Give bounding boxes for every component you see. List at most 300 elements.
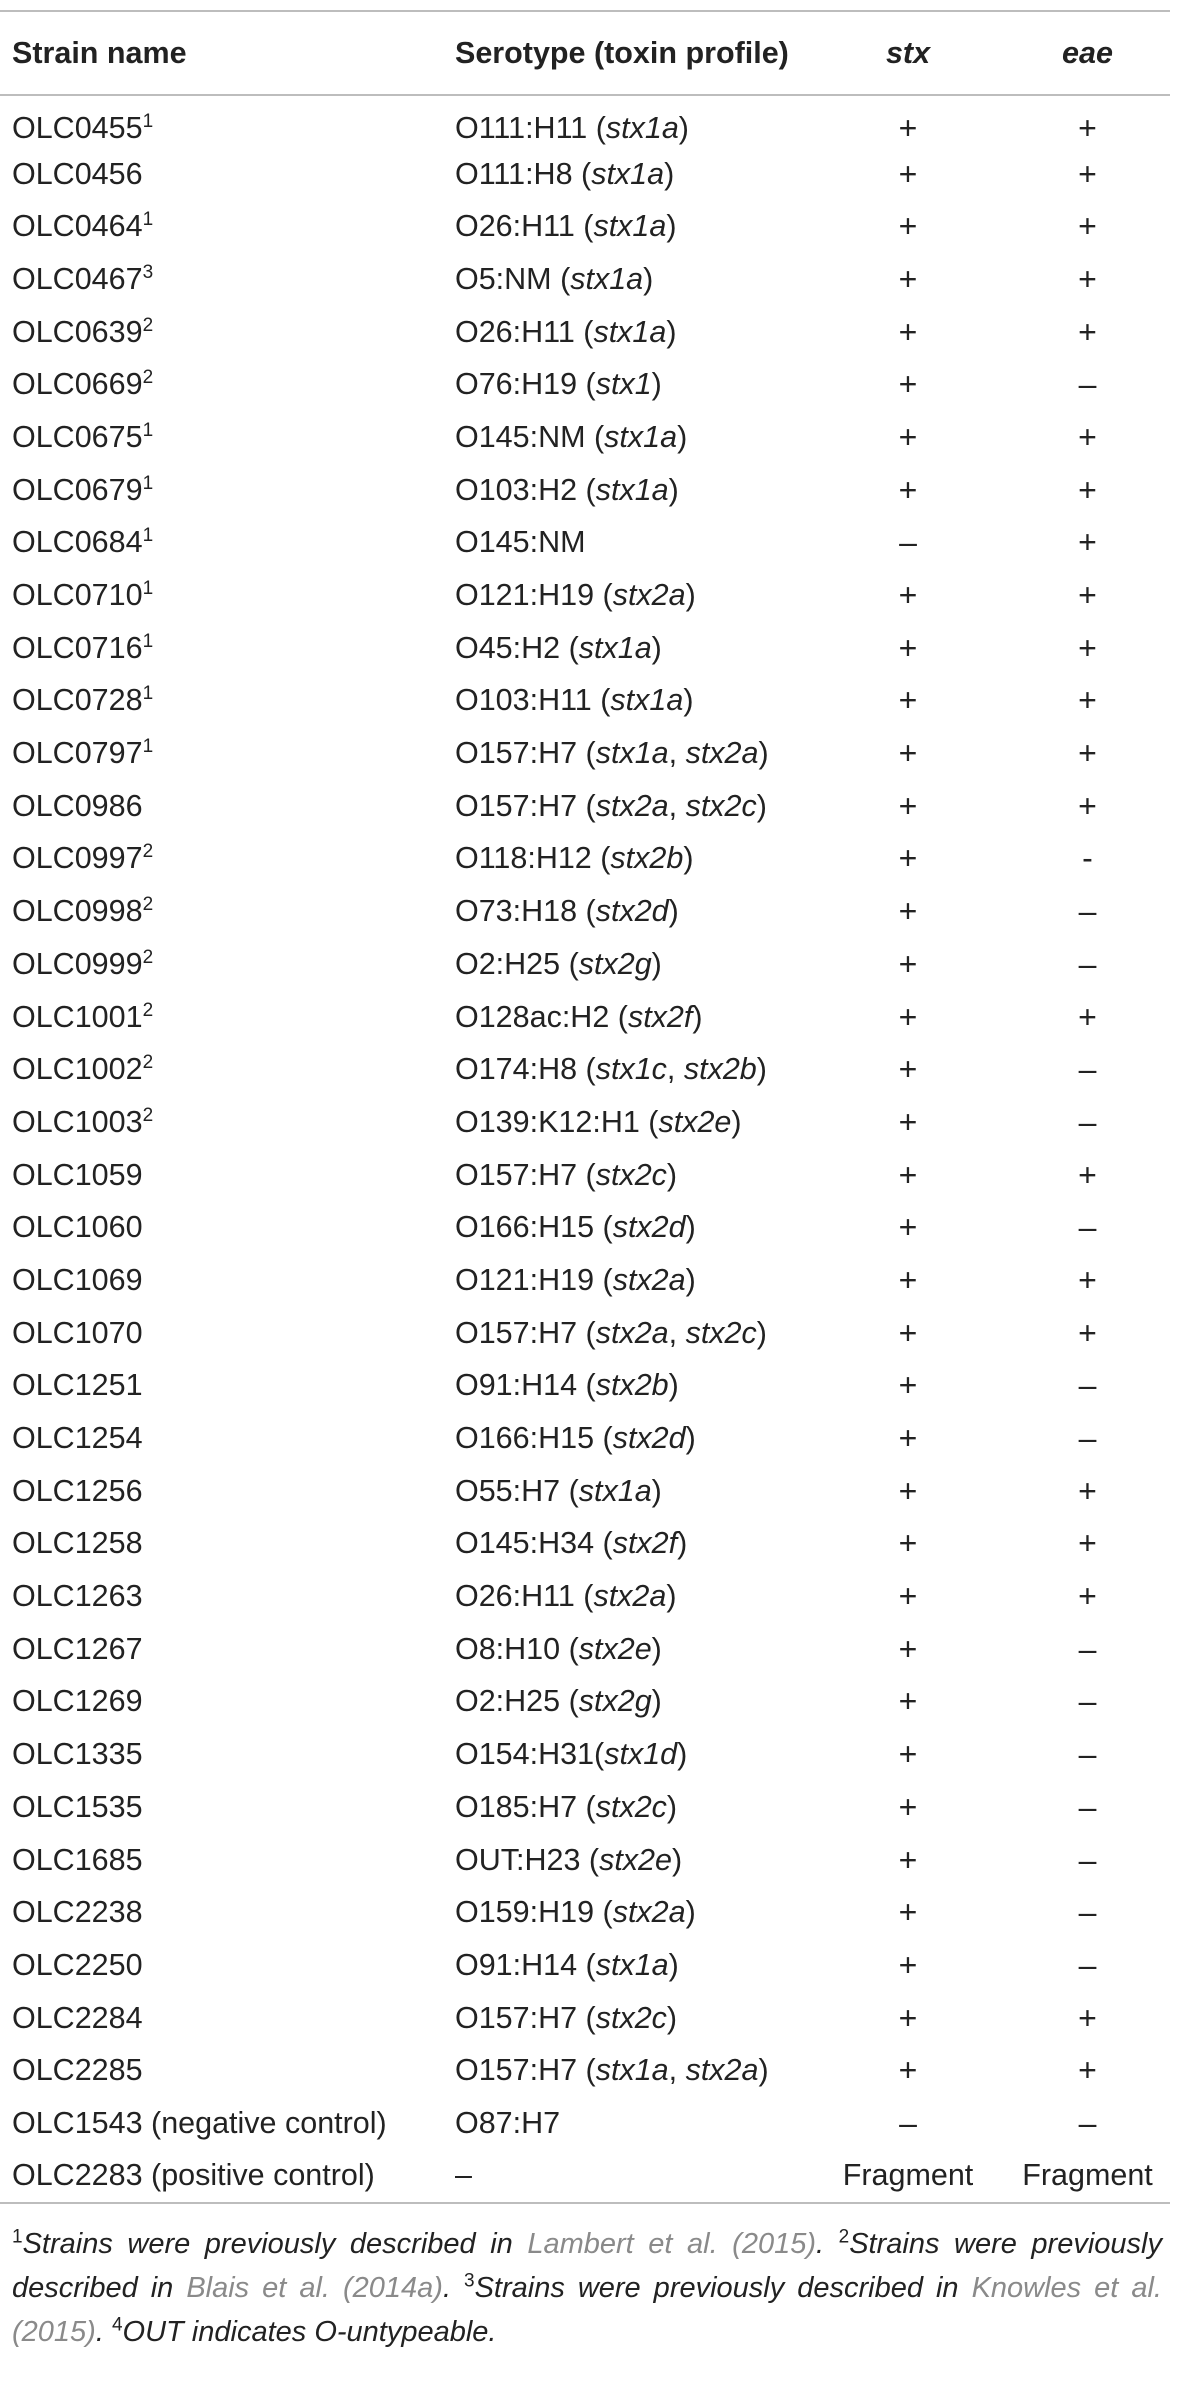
stx-cell: + [898,1314,918,1351]
strain-name-cell [0,411,443,464]
footnote-marker: 1 [142,735,154,757]
table-row [0,1728,1170,1781]
stx-cell: + [898,1261,918,1298]
strain-name-cell [0,1570,443,1623]
strain-name: OLC1003 [12,1104,143,1139]
serotype: O55:H7 [455,1473,561,1508]
footnote-marker: 2 [142,367,154,389]
strain-name: OLC1535 [12,1789,143,1824]
header-serotype: Serotype (toxin profile) [443,11,811,95]
serotype: O76:H19 [455,367,578,402]
strain-name-cell [0,1939,443,1992]
toxin-gene: stx1a [578,630,652,665]
stx-cell: + [898,1420,918,1457]
serotype-cell: O157:H7 (stx1a, stx2a) [455,736,769,771]
toxin-gene: stx2a [612,1262,686,1297]
serotype-cell: O111:H11 (stx1a) [455,111,689,146]
eae-cell: + [1078,471,1097,508]
strain-name: OLC1059 [12,1157,143,1192]
serotype: – [455,2158,472,2193]
citation-link[interactable]: Knowles et al. (2015) [12,2272,1162,2348]
strain-name: OLC2250 [12,1947,143,1982]
strain-name: OLC0456 [12,156,143,191]
toxin-gene: stx2b [610,841,684,876]
table-row [0,1149,1170,1202]
serotype: O111:H11 [455,111,588,146]
toxin-gene: stx2d [595,894,669,929]
strain-name-cell [0,148,443,201]
stx-cell: + [898,418,918,455]
strain-name: OLC0997 [12,841,143,876]
toxin-gene: stx1a [570,261,644,296]
footnote-text: OUT indicates O-untypeable. [122,2316,497,2348]
stx-cell: + [898,1525,918,1562]
toxin-gene: stx1d [604,1737,678,1772]
stx-cell: + [898,2052,918,2089]
strain-name-cell [0,1623,443,1676]
table-row [0,1781,1170,1834]
stx-cell: + [898,1472,918,1509]
eae-cell: – [1078,1683,1097,1720]
strain-name: OLC2285 [12,2053,143,2088]
serotype-cell: O103:H2 (stx1a) [455,472,679,507]
strain-name: OLC1543 (negative control) [12,2105,387,2140]
serotype-cell: O91:H14 (stx1a) [455,1947,679,1982]
toxin-gene: stx2d [612,1421,686,1456]
eae-cell: + [1078,2052,1097,2089]
stx-cell: + [898,1788,918,1825]
serotype: O26:H11 [455,314,575,349]
serotype-cell: O76:H19 (stx1) [455,367,662,402]
toxin-gene: stx2e [658,1104,732,1139]
toxin-gene: stx1a [610,683,684,718]
serotype: O111:H8 [455,156,573,191]
strain-name-cell [0,1518,443,1571]
serotype: O166:H15 [455,1421,595,1456]
serotype: O157:H7 [455,2000,578,2035]
stx-cell: + [898,1736,918,1773]
stx-cell: + [898,1051,918,1088]
strain-name: OLC0639 [12,314,143,349]
footnote-text: Strains were previously described in [12,2228,1162,2304]
strain-name-cell [0,464,443,517]
table-row [0,1623,1170,1676]
strain-name-cell [0,95,443,148]
footnote-punctuation: . [816,2228,839,2260]
toxin-gene: stx2g [578,946,652,981]
strain-name-cell [0,253,443,306]
eae-cell: + [1078,260,1097,297]
strain-name: OLC0455 [12,111,143,146]
eae-cell: + [1078,313,1097,350]
serotype-cell: O121:H19 (stx2a) [455,1262,696,1297]
table-footnote [12,2222,1162,2354]
toxin-gene: stx2c [595,1157,667,1192]
strain-name-cell [0,2097,443,2150]
footnote-marker: 2 [142,999,154,1021]
table-row [0,1570,1170,1623]
serotype: O145:NM [455,525,586,560]
footnote-marker: 1 [142,525,154,547]
eae-cell: Fragment [1005,2150,1170,2203]
serotype: O103:H2 [455,472,578,507]
strain-name-cell [0,517,443,570]
serotype: O91:H14 [455,1947,578,1982]
eae-cell: – [1078,1946,1097,1983]
footnote-text: Strains were previously described in [474,2272,972,2304]
strain-name: OLC1258 [12,1526,143,1561]
strain-name: OLC0467 [12,261,143,296]
stx-cell: + [898,893,918,930]
strain-name: OLC2283 (positive control) [12,2158,375,2193]
toxin-gene: stx1a [593,209,667,244]
eae-cell: + [1078,1156,1097,1193]
eae-cell: – [1078,893,1097,930]
strain-name: OLC1070 [12,1315,143,1350]
stx-cell: + [898,787,918,824]
strain-name-cell [0,1201,443,1254]
table-row [0,885,1170,938]
strain-name: OLC1269 [12,1684,143,1719]
strain-name-cell [0,1728,443,1781]
table-row [0,675,1170,728]
header-stx: stx [811,11,1005,95]
header-strain-name: Strain name [0,11,443,95]
toxin-gene: stx1a [595,2053,669,2088]
serotype: O154:H31 [455,1737,595,1772]
table-row [0,1307,1170,1360]
toxin-gene: stx2a [593,1579,667,1614]
eae-cell: – [1078,1209,1097,1246]
toxin-gene: stx2c [595,2000,667,2035]
footnote-number: 1 [12,2226,23,2248]
stx-cell: – [899,524,917,561]
footnote-number: 2 [838,2226,850,2248]
strain-name-cell [0,833,443,886]
header-eae: eae [1005,11,1170,95]
eae-cell: – [1078,1420,1097,1457]
serotype-cell: O157:H7 (stx2a, stx2c) [455,788,767,823]
serotype-cell: O103:H11 (stx1a) [455,683,694,718]
stx-cell: + [898,840,918,877]
strain-name-cell [0,727,443,780]
strain-table [0,10,1170,2204]
eae-cell: + [1078,1999,1097,2036]
toxin-gene: stx1 [595,367,652,402]
strain-name-cell [0,1676,443,1729]
table-row [0,1412,1170,1465]
serotype-cell: O145:H34 (stx2f) [455,1526,688,1561]
serotype: O8:H10 [455,1631,561,1666]
serotype-cell: O55:H7 (stx1a) [455,1473,662,1508]
serotype-cell: O2:H25 (stx2g) [455,1684,662,1719]
stx-cell: + [898,629,918,666]
strain-name-cell [0,1254,443,1307]
serotype-cell: O145:NM (stx1a) [455,419,688,454]
citation-link[interactable]: Lambert et al. (2015) [527,2228,817,2260]
serotype: O5:NM [455,261,552,296]
serotype-cell: O26:H11 (stx2a) [455,1579,677,1614]
table-row [0,306,1170,359]
eae-cell: – [1078,2104,1097,2141]
toxin-gene: stx2a [685,2053,759,2088]
stx-cell: + [898,998,918,1035]
table-row [0,1676,1170,1729]
table-row [0,148,1170,201]
serotype: O2:H25 [455,946,561,981]
table-row [0,1465,1170,1518]
eae-cell: - [1082,840,1093,877]
strain-name: OLC1060 [12,1210,143,1245]
eae-cell: + [1078,682,1097,719]
serotype-cell: O73:H18 (stx2d) [455,894,679,929]
table-row [0,1096,1170,1149]
toxin-gene: stx2a [595,788,669,823]
eae-cell: – [1078,945,1097,982]
serotype: O157:H7 [455,1315,578,1350]
stx-cell: + [898,1999,918,2036]
table-row [0,727,1170,780]
eae-cell: + [1078,418,1097,455]
eae-cell: – [1078,366,1097,403]
strain-name-cell [0,2044,443,2097]
footnote-marker: 1 [142,630,154,652]
toxin-gene: stx1a [591,156,665,191]
header-row [0,11,1170,95]
eae-cell: + [1078,524,1097,561]
strain-name-cell [0,200,443,253]
table-row [0,569,1170,622]
toxin-gene: stx2a [612,578,686,613]
serotype-cell [443,2150,811,2203]
footnote-marker: 1 [142,209,154,231]
eae-cell: + [1078,155,1097,192]
serotype-cell: O45:H2 (stx1a) [455,630,662,665]
toxin-gene: stx1a [578,1473,652,1508]
eae-cell: – [1078,1630,1097,1667]
footnote-marker: 2 [142,841,154,863]
table-row [0,1518,1170,1571]
stx-cell: + [898,1841,918,1878]
strain-name: OLC0684 [12,525,143,560]
serotype-cell: O157:H7 (stx1a, stx2a) [455,2053,769,2088]
table-row [0,1939,1170,1992]
stx-cell: + [898,1894,918,1931]
serotype-cell: O139:K12:H1 (stx2e) [455,1104,742,1139]
eae-cell: – [1078,1051,1097,1088]
eae-cell: + [1078,208,1097,245]
toxin-gene: stx2c [685,788,757,823]
stx-cell: + [898,735,918,772]
serotype-cell: O5:NM (stx1a) [455,261,654,296]
serotype: O103:H11 [455,683,592,718]
strain-name: OLC0679 [12,472,143,507]
eae-cell: + [1078,998,1097,1035]
eae-cell: – [1078,1841,1097,1878]
toxin-gene: stx1c [595,1052,667,1087]
serotype: O73:H18 [455,894,578,929]
strain-name-cell [0,885,443,938]
serotype: O145:NM [455,419,586,454]
strain-name-cell [0,1307,443,1360]
footnote-marker: 1 [142,683,154,705]
stx-cell: + [898,260,918,297]
strain-name-cell [0,780,443,833]
footnote-number: 3 [464,2270,475,2292]
strain-name-cell [0,1465,443,1518]
footnote-punctuation: . [95,2316,112,2348]
strain-name: OLC1002 [12,1052,143,1087]
eae-cell: – [1078,1103,1097,1140]
table-row [0,1201,1170,1254]
table-row [0,1043,1170,1096]
serotype: O118:H12 [455,841,592,876]
toxin-gene: stx2c [685,1315,757,1350]
table-row [0,200,1170,253]
serotype-cell: O157:H7 (stx2c) [455,2000,678,2035]
strain-name: OLC2238 [12,1895,143,1930]
footnote-marker: 1 [142,472,154,494]
toxin-gene: stx1a [595,1947,669,1982]
stx-cell: + [898,1946,918,1983]
serotype: O185:H7 [455,1789,578,1824]
serotype-cell: O91:H14 (stx2b) [455,1368,679,1403]
strain-name-cell [0,1043,443,1096]
serotype-cell: O157:H7 (stx2c) [455,1157,678,1192]
eae-cell: + [1078,1578,1097,1615]
serotype-cell: O174:H8 (stx1c, stx2b) [455,1052,767,1087]
strain-name-cell [0,2150,443,2203]
toxin-gene: stx2e [578,1631,652,1666]
serotype: O174:H8 [455,1052,578,1087]
serotype-cell: O159:H19 (stx2a) [455,1895,696,1930]
footnote-number: 4 [111,2314,123,2336]
strain-name-cell [0,358,443,411]
strain-name: OLC0986 [12,788,143,823]
eae-cell: + [1078,577,1097,614]
toxin-gene: stx2e [599,1842,672,1877]
toxin-gene: stx2d [612,1210,686,1245]
serotype: O159:H19 [455,1895,595,1930]
serotype: O166:H15 [455,1210,595,1245]
strain-name: OLC2284 [12,2000,143,2035]
serotype-cell: O128ac:H2 (stx2f) [455,999,703,1034]
table-row [0,1886,1170,1939]
serotype: O26:H11 [455,1579,575,1614]
table-row [0,2044,1170,2097]
strain-name: OLC1335 [12,1737,143,1772]
stx-cell: + [898,208,918,245]
strain-name-cell [0,1096,443,1149]
toxin-gene: stx2g [578,1684,652,1719]
serotype: O128ac:H2 [455,999,610,1034]
eae-cell: + [1078,735,1097,772]
serotype-cell: OUT:H23 (stx2e) [455,1842,683,1877]
table-row [0,938,1170,991]
toxin-gene: stx2c [595,1789,667,1824]
strain-name-cell [0,1886,443,1939]
eae-cell: – [1078,1367,1097,1404]
serotype-cell: O157:H7 (stx2a, stx2c) [455,1315,767,1350]
serotype: O145:H34 [455,1526,595,1561]
footnote-marker: 2 [142,946,154,968]
toxin-gene: stx1a [595,736,669,771]
strain-name: OLC0675 [12,419,143,454]
table-row [0,833,1170,886]
serotype-cell: O8:H10 (stx2e) [455,1631,662,1666]
footnote-marker: 2 [142,894,154,915]
footnote-marker: 1 [142,111,154,133]
stx-cell: + [898,1578,918,1615]
toxin-gene: stx2a [685,736,759,771]
strain-name: OLC0464 [12,209,143,244]
toxin-gene: stx2f [627,999,693,1034]
table-row [0,253,1170,306]
stx-cell: + [898,110,918,147]
footnote-marker: 1 [142,577,154,599]
table-row [0,991,1170,1044]
table-row [0,464,1170,517]
serotype-cell [443,517,811,570]
stx-cell: + [898,577,918,614]
toxin-gene: stx1a [595,472,669,507]
strain-name-cell [0,1834,443,1887]
stx-cell: + [898,1209,918,1246]
serotype-cell: O166:H15 (stx2d) [455,1210,696,1245]
stx-cell: + [898,1683,918,1720]
table-row [0,622,1170,675]
strain-name-cell [0,622,443,675]
strain-name-cell [0,306,443,359]
table-row [0,411,1170,464]
eae-cell: + [1078,1261,1097,1298]
strain-name: OLC1001 [12,999,143,1034]
eae-cell: + [1078,629,1097,666]
serotype: O26:H11 [455,209,575,244]
strain-name: OLC0728 [12,683,143,718]
strain-name-cell [0,1412,443,1465]
serotype: O139:K12:H1 [455,1104,640,1139]
strain-name: OLC0998 [12,894,143,929]
stx-cell: + [898,682,918,719]
stx-cell: + [898,945,918,982]
strain-name: OLC1267 [12,1631,143,1666]
stx-cell: + [898,1156,918,1193]
serotype-cell: O166:H15 (stx2d) [455,1421,696,1456]
stx-cell: + [898,366,918,403]
serotype: O121:H19 [455,1262,595,1297]
footnote-marker: 3 [142,261,154,283]
strain-name: OLC0669 [12,367,143,402]
table-row [0,780,1170,833]
eae-cell: + [1078,1314,1097,1351]
serotype: OUT:H23 [455,1842,581,1877]
serotype-cell: O118:H12 (stx2b) [455,841,694,876]
citation-link[interactable]: Blais et al. (2014a) [186,2272,443,2304]
toxin-gene: stx1a [593,314,667,349]
eae-cell: + [1078,110,1097,147]
table-row [0,1992,1170,2045]
toxin-gene: stx1a [605,111,679,146]
serotype-cell: O26:H11 (stx1a) [455,314,677,349]
toxin-gene: stx2a [612,1895,686,1930]
table-row [0,2097,1170,2150]
stx-cell: + [898,155,918,192]
table-row [0,2150,1170,2203]
stx-cell: – [899,2104,917,2141]
serotype-cell: O121:H19 (stx2a) [455,578,696,613]
serotype-cell: O2:H25 (stx2g) [455,946,662,981]
